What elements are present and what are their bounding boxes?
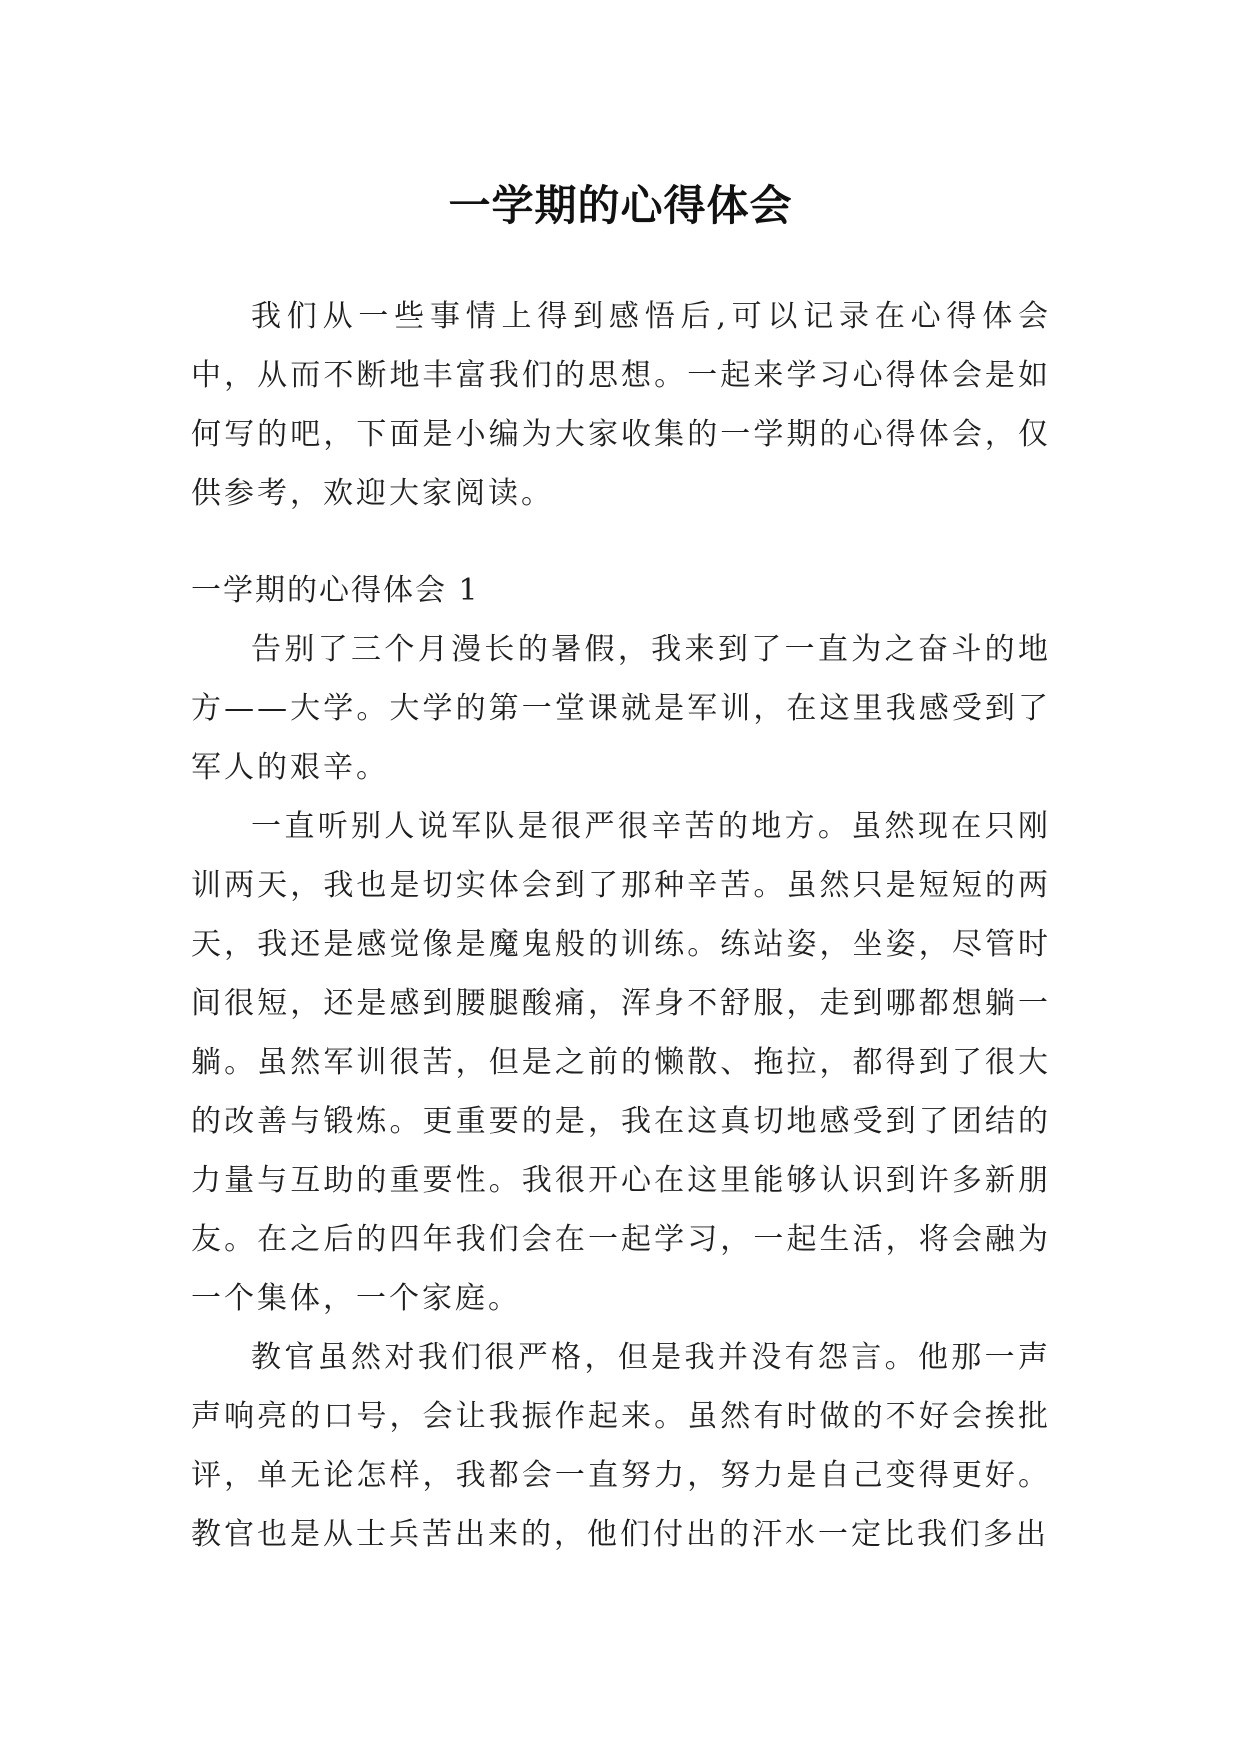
body-paragraph-3: 教官虽然对我们很严格，但是我并没有怨言。他那一声声响亮的口号，会让我振作起来。虽然有时做的不好会挨批评，单无论怎样，我都会一直努力，努力是自己变得更好。教官也是从士兵苦出来的，他们付出的汗水一定比我们多出 bbox=[191, 1340, 1051, 1552]
section-heading: 一学期的心得体会 1 bbox=[191, 573, 480, 608]
body-paragraph-2: 一直听别人说军队是很严很辛苦的地方。虽然现在只刚训两天，我也是切实体会到了那种辛苦。虽然只是短短的两天，我还是感觉像是魔鬼般的训练。练站姿，坐姿，尽管时间很短，还是感到腰腿酸痛，浑身不舒服，走到哪都想躺一躺。虽然军训很苦，但是之前的懒散、拖拉，都得到了很大的改善与锻炼。更重要的是，我在这真切地感受到了团结的力量与互助的重要性。我很开心在这里能够认识到许多新朋友。在之后的四年我们会在一起学习，一起生活，将会融为一个集体，一个家庭。 bbox=[191, 809, 1051, 1316]
document-body bbox=[191, 287, 1051, 1564]
intro-paragraph: 我们从一些事情上得到感悟后,可以记录在心得体会中，从而不断地丰富我们的思想。一起来学习心得体会是如何写的吧，下面是小编为大家收集的一学期的心得体会，仅供参考，欢迎大家阅读。 bbox=[191, 299, 1051, 511]
body-paragraph-1: 告别了三个月漫长的暑假，我来到了一直为之奋斗的地方——大学。大学的第一堂课就是军训，在这里我感受到了军人的艰辛。 bbox=[191, 632, 1051, 785]
document-title: 一学期的心得体会 bbox=[448, 181, 793, 231]
